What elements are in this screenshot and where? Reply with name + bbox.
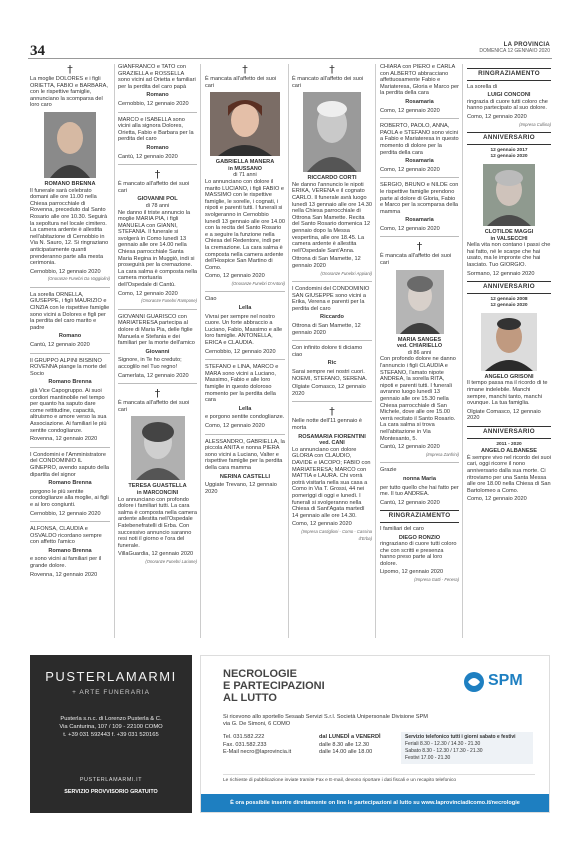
separator xyxy=(30,353,110,354)
ad-hours-days: dal LUNEDÌ a VENERDÌ xyxy=(319,734,381,740)
obituary-romano-brenna xyxy=(30,64,110,283)
separator xyxy=(205,359,285,360)
ad-note: Le richieste di pubblicazione inviate tramite Fax e E-mail, devono riportare i dati fiscali e un recapito telefonico xyxy=(223,774,535,783)
deceased-name: ANGELO GRISONI xyxy=(484,373,534,380)
condolence-notice xyxy=(30,292,110,349)
obituary-date: Como, 12 gennaio 2020 xyxy=(205,273,265,280)
condolence-date: Rovenna, 12 gennaio 2020 xyxy=(30,436,98,443)
funeral-home: (Onoranze Funebri D'Antoni) xyxy=(231,280,285,286)
funeral-home: (Onoranze Funebri Lariane) xyxy=(145,558,197,564)
obituary-intro: È mancato all'affetto dei suoi cari xyxy=(118,181,190,194)
cross-icon: † xyxy=(67,63,73,76)
ad-email[interactable]: E-Mail necro@laprovincia.it xyxy=(223,749,292,755)
condolence-date: Como, 12 gennaio 2020 xyxy=(205,422,265,429)
ad-title-line2: E PARTECIPAZIONI xyxy=(223,680,325,692)
obituary-date: Como, 12 gennaio 2020 xyxy=(118,290,178,297)
separator xyxy=(30,521,110,522)
obituary-intro: Nelle notte dell'11 gennaio è morta xyxy=(292,418,363,431)
funeral-home: (Impresa Castiglioni - Como - Cassina d'Erba) xyxy=(301,528,372,541)
condolence-text: Ciao xyxy=(205,296,217,303)
obituary-intro: È mancata all'affetto dei suoi cari xyxy=(380,253,452,267)
funeral-details: Ne danno l'annuncio le nipoti ERIKA, VERENA e il cognato CARLO. Il funerale avrà luogo lunedì 13 gennaio alle ore 14.30 nella Chiesa parrocchiale di Ottrona San Mamette. Recita del Santo Rosario domenica 12 gennaio dopo la Messa vespertina, alle ore 18.45. La camera ardente è allestita nell'Ospedale Sant'Anna. xyxy=(292,181,372,254)
condolence-name: nonna Maria xyxy=(403,475,436,482)
condolence-name: Lella xyxy=(238,305,252,312)
ad-hours-saturday: Sabato 8.30 - 12.30 / 17.30 - 21.30 xyxy=(405,748,483,754)
section-heading: RINGRAZIAMENTO xyxy=(467,68,551,81)
funeral-home: (Onoranze Funebri Rampone) xyxy=(141,298,197,304)
portrait-photo xyxy=(481,313,537,371)
condolence-body: e sono vicini ai familiari per il grande dolore. xyxy=(30,556,102,570)
separator xyxy=(380,118,459,119)
thanks-notice xyxy=(380,510,459,583)
funeral-home: (Impresa Zanfrini) xyxy=(425,451,459,457)
separator xyxy=(30,447,110,448)
cross-icon: † xyxy=(416,240,423,254)
condolence-text: GIOVANNI GUARISCO con MARIATERESA partecipa al dolore di Maria Pia, delle figlie Manuela e Stefania e dei familiari per la morte dell'amico xyxy=(118,313,195,347)
condolence-text: Il GRUPPO ALPINI BISBINO ROVENNA piange la morte del Socio xyxy=(30,357,107,377)
separator xyxy=(118,309,197,310)
thanks-date: Lipomo, 12 gennaio 2020 xyxy=(380,569,444,576)
anniversary-date: Olgiate Comasco, 12 gennaio 2020 xyxy=(467,408,541,422)
condolence-notice xyxy=(380,182,459,232)
condolence-text: I Condomini e l'Amministratore del CONDOMINIO IL GINEPRO, avendo saputo della dipartita del signor xyxy=(30,451,109,478)
anniversary-body: Nella vita non contano i passi che hai fatto, né le scarpe che hai usato, ma le impronte che hai lasciato. Tuo GIORGIO. xyxy=(467,242,551,268)
deceased-age: di 86 anni xyxy=(407,349,432,356)
ad-fax: Fax. 031.582.233 xyxy=(223,741,267,748)
obituary-maria-sanges xyxy=(380,241,459,458)
obituary-column-5 xyxy=(380,64,459,588)
ad-title-line1: NECROLOGIE xyxy=(223,668,297,680)
ad-phone: t. +39 031 592443 f. +39 031 520165 xyxy=(63,732,159,738)
deceased-name: GIOVANNI POL xyxy=(137,196,178,203)
funeral-details: Ne danno il triste annuncio la moglie MARIA PIA, i figli MANUELA con GIANNI, STEFANIA. Il funerale si svolgerà in Como lunedì 13 gennaio alle ore 14.00 nella Chiesa parrocchiale Santa Maria Regina in Muggiò, indi si proseguirà per la cremazione. La cara salma è composta nella camera mortuaria dell'Ospedale di Cantù. xyxy=(118,209,197,289)
condolence-name: Romano Brenna xyxy=(48,547,92,554)
section-heading: ANNIVERSARIO xyxy=(467,281,551,294)
anniversary-body: Il tempo passa ma il ricordo di te rimane indelebile. Manchi sempre, manchi tanto, manchi ovunque. La tua famiglia. xyxy=(467,380,548,407)
deceased-married-name: ved. CANI xyxy=(319,440,345,447)
anniversary-clotilde-maggi xyxy=(467,132,551,277)
condolence-name: Rosamaria xyxy=(405,98,434,105)
condolence-name: Ric xyxy=(327,360,337,367)
obituary-date: Como, 12 gennaio 2020 xyxy=(292,521,352,528)
condolence-date: Cernobbio, 12 gennaio 2020 xyxy=(30,510,101,517)
condolence-text: MARCO e ISABELLA sono vicini alla signora Dolores, Orietta, Fabio e Barbara per la perdita del caro xyxy=(118,116,194,143)
deceased-name: MARIA SANGES xyxy=(397,336,442,343)
obituary-intro: È mancato all'affetto dei suoi cari xyxy=(292,76,364,89)
condolence-notice xyxy=(380,467,459,506)
spm-necrologie-ad[interactable] xyxy=(200,655,550,813)
condolence-date: Como, 12 gennaio 2020 xyxy=(380,107,440,114)
condolence-date: Rovenna, 12 gennaio 2020 xyxy=(30,571,98,578)
ad-office-address: via G. De Simoni, 6 COMO xyxy=(223,721,291,727)
portrait-photo xyxy=(396,270,444,334)
condolence-date: Cantù, 12 gennaio 2020 xyxy=(380,499,440,506)
funeral-details: Il funerale sarà celebrato domani alle ore 11.00 nella Chiesa parrocchiale di Rovenna, preceduto dal Santo Rosario alle ore 10.30. Seguirà la sepoltura nel locale cimitero. La camera ardente è allestita nell'abitazione di Cernobbio in Via N. Sauro, 12. Si ringraziano anticipatamente quanti prenderanno parte alla mesta cerimonia. xyxy=(30,187,109,267)
section-heading: ANNIVERSARIO xyxy=(467,426,551,439)
obituary-column-2 xyxy=(118,64,197,569)
condolence-date: Cernobbio, 12 gennaio 2020 xyxy=(205,348,276,355)
condolence-body: porgono le più sentite condoglianze alla moglie, ai figli e ai loro congiunti. xyxy=(30,488,109,508)
separator xyxy=(118,164,197,165)
condolence-date: Uggiate Trevano, 12 gennaio 2020 xyxy=(205,482,277,495)
funeral-home: (Impresa Gatti - Fenera) xyxy=(414,577,459,583)
portrait-photo xyxy=(131,416,185,480)
separator xyxy=(380,177,459,178)
obituary-giovanni-pol xyxy=(118,169,197,305)
condolence-date: Ottrona di San Mamette, 12 gennaio 2020 xyxy=(292,323,361,336)
condolence-date: Cantù, 12 gennaio 2020 xyxy=(30,342,90,349)
condolence-notice xyxy=(118,314,197,379)
funeral-details: Lo annunciano con profondo dolore i familiari tutti. La cara salma è composta nella camera ardente allestita nell'Ospedale Fatebenefratelli di Erba. Con successivo annuncio saranno resi noti il giorno e l'ora del funerale. xyxy=(118,496,197,549)
obituary-intro: È mancata all'affetto dei suoi cari xyxy=(118,400,190,413)
condolence-name: NERINA CASTELLI xyxy=(219,473,271,480)
condolence-body: Signore, in Te ho creduto; accoglilo nel Tuo regno! xyxy=(118,357,182,370)
condolence-notice xyxy=(205,364,285,429)
funeral-home: (Onoranze Funebri Da Vaggiolini) xyxy=(47,276,110,282)
separator xyxy=(205,291,285,292)
separator xyxy=(30,287,110,288)
newspaper-date: DOMENICA 12 GENNAIO 2020 xyxy=(479,48,550,54)
obituary-date: Cantù, 12 gennaio 2020 xyxy=(380,444,440,451)
separator xyxy=(118,112,197,113)
obituary-teresa-guastella xyxy=(118,388,197,565)
deceased-name: ROMANO BRENNA xyxy=(44,180,96,187)
condolence-date: Como, 12 gennaio 2020 xyxy=(380,166,440,173)
separator xyxy=(380,462,459,463)
ad-title-line3: AL LUTTO xyxy=(223,692,277,704)
ad-hours-afternoon: dalle 14.00 alle 18.00 xyxy=(319,749,373,755)
ad-website[interactable]: PUSTERLAMARMI.IT xyxy=(79,777,143,783)
funeral-home: (Impresa Cullina) xyxy=(519,121,551,127)
condolence-text: I Condomini del CONDOMINIO SAN GIUSEPPE sono vicini a Erika, Verena e parenti per la perdita del caro xyxy=(292,286,370,312)
obituary-intro: La moglie DOLORES e i figli ORIETTA, FABIO e BARBARA, con le rispettive famiglie, annunciano la scomparsa del loro caro xyxy=(30,76,108,109)
obituary-date: Ottrona di San Mamette, 12 gennaio 2020 xyxy=(292,256,361,269)
portrait-photo xyxy=(210,92,280,156)
deceased-name: DIEGO RONZIO xyxy=(398,534,441,541)
condolence-text: ALESSANDRO, GABRIELLA, la piccola ANITA e nonna PIERA sono vicini a Luciano, Valter e rispettive famiglie per la perdita della cara mamma xyxy=(205,438,285,471)
separator xyxy=(118,383,197,384)
cross-icon: † xyxy=(154,387,161,401)
thanks-notice xyxy=(467,68,551,128)
ad-brand: PUSTERLAMARMI xyxy=(45,669,177,684)
pusterla-marmi-ad[interactable] xyxy=(30,655,192,813)
condolence-notice xyxy=(292,286,372,336)
section-heading: ANNIVERSARIO xyxy=(467,132,551,145)
deceased-name: RICCARDO CORTI xyxy=(307,175,357,182)
condolence-name: Romano Brenna xyxy=(48,379,92,386)
page-number: 34 xyxy=(30,43,45,59)
spm-logo xyxy=(462,668,524,696)
header-rule xyxy=(28,58,552,59)
condolence-body: per tutto quello che hai fatto per me. Il tuo ANDREA. xyxy=(380,484,459,498)
portrait-photo xyxy=(303,92,361,172)
column-divider xyxy=(114,64,115,638)
thanks-body: ringrazia di cuore tutti coloro che hanno partecipato al suo dolore. xyxy=(467,98,548,112)
condolence-body: Sarai sempre nei nostri cuori. NOEMI, STEFANO, SERENA. xyxy=(292,369,368,382)
obituary-column-3 xyxy=(205,64,285,499)
condolence-date: Camerlata, 12 gennaio 2020 xyxy=(118,372,189,379)
condolence-name: Romano xyxy=(146,144,169,151)
obituary-date: Cernobbio, 12 gennaio 2020 xyxy=(30,268,101,275)
thanks-text: I familiari del caro xyxy=(380,525,424,532)
condolence-text: Con infinito dolore ti diciamo ciao xyxy=(292,345,363,358)
ad-hours-morning: dalle 8.30 alle 12.30 xyxy=(319,741,370,748)
condolence-date: Cernobbio, 12 gennaio 2020 xyxy=(118,100,189,107)
condolence-name: Lella xyxy=(238,405,252,412)
obituary-column-6 xyxy=(467,64,551,507)
deceased-name: ROSAMARIA FIORENTINI xyxy=(298,433,366,440)
ad-online-banner[interactable]: È ora possibile inserire direttamente on line le partecipazioni al lutto su www.laprovinciadicomo.it/necrologie xyxy=(201,794,549,812)
anniversary-body: È sempre vivo nel ricordo dei suoi cari, oggi ricorre il nono anniversario dalla sua morte. Ci ritroviamo per una Santa Messa alle ore 18.00 nella Chiesa di San Bartolomeo a Como. xyxy=(467,454,551,494)
condolence-name: Riccardo xyxy=(320,314,344,321)
column-divider xyxy=(462,64,463,638)
separator xyxy=(292,340,372,341)
condolence-body: Vivrai per sempre nel nostro cuore. Un forte abbraccio a Luciano, Fabio, Massimo e alle loro famiglie. ANTONELLA, ERICA e CLAUDIA. xyxy=(205,313,283,347)
cross-icon: † xyxy=(329,405,335,419)
anniversary-date: Como, 12 gennaio 2020 xyxy=(467,496,527,503)
ad-company: Pusterla s.n.c. di Lorenzo Pusterla & C. xyxy=(60,716,162,722)
cross-icon: † xyxy=(154,168,161,182)
ad-hours-holiday: Festivi 17.00 - 21.30 xyxy=(405,755,451,761)
condolence-text: CHIARA con PIERO e CARLA con ALBERTO abbracciano affettuosamente Fabio e Mariateresa, Gloria e Marco per la perdita della cara xyxy=(380,64,459,97)
obituary-gabriella-manera xyxy=(205,64,285,287)
obituary-rosamaria-fiorentini xyxy=(292,406,372,542)
condolence-text: La sorella ORNELLA, GIUSEPPE, i figli MAURIZIO e CINZIA con le rispettive famiglie sono vicini a Dolores e figli per la perdita del caro marito e padre xyxy=(30,291,110,331)
anniversary-angelo-grisoni xyxy=(467,281,551,422)
thanks-text: La sorella di xyxy=(467,83,498,90)
obituary-intro: È mancata all'affetto dei suoi cari xyxy=(205,76,277,89)
condolence-notice xyxy=(30,452,110,517)
portrait-photo xyxy=(483,164,535,226)
deceased-married-name: in MUSSANO xyxy=(228,165,262,172)
condolence-name: Giovanni xyxy=(145,348,170,355)
condolence-body: e porgono sentite condoglianze. xyxy=(205,414,285,421)
anniversary-angelo-albanese xyxy=(467,426,551,503)
column-divider xyxy=(375,64,376,638)
condolence-notice xyxy=(292,345,372,397)
condolence-date: Cantù, 12 gennaio 2020 xyxy=(118,153,178,160)
obituary-riccardo-corti xyxy=(292,64,372,277)
condolence-notice xyxy=(205,296,285,355)
separator xyxy=(205,434,285,435)
ad-address: Via Canturina, 107 / 109 - 22100 COMO xyxy=(59,724,163,730)
separator xyxy=(292,281,372,282)
funeral-home: (Onoranze Funebri Appiani) xyxy=(320,270,372,276)
condolence-notice xyxy=(380,64,459,114)
cross-icon: † xyxy=(242,63,248,76)
obituary-date: VillaGuardia, 12 gennaio 2020 xyxy=(118,551,194,558)
newspaper-title: LA PROVINCIA xyxy=(503,42,550,48)
condolence-text: ALFONSA, CLAUDIA e OSVALDO ricordano sempre con affetto l'amico xyxy=(30,526,102,546)
anniversary-dates: 12 gennaio 2008 12 gennaio 2020 xyxy=(490,296,528,309)
deceased-name: LUIGI CONCONI xyxy=(487,92,531,99)
portrait-photo xyxy=(44,112,96,178)
condolence-text: Grazie xyxy=(380,467,397,474)
deceased-married-name: in MARCONCINI xyxy=(136,489,179,496)
column-divider xyxy=(288,64,289,638)
deceased-married-name: ved. CHIARIELLO xyxy=(396,343,443,350)
condolence-name: Romano xyxy=(58,333,82,340)
column-divider xyxy=(200,64,201,638)
obituary-column-4 xyxy=(292,64,372,546)
condolence-notice xyxy=(205,439,285,496)
ad-hours-weekday: Feriali 8.30 - 12.30 / 14.30 - 21.30 xyxy=(405,741,481,747)
funeral-details: Con profondo dolore ne danno l'annuncio i figli CLAUDIA e STEFANO, l'amato nipote ANDREA, la sorella RITA, nipoti e parenti tutti. I funerali avranno luogo lunedì 13 gennaio alle ore 15.30 nella Chiesa parrocchiale di San Michele, dove alle ore 15.00 verrà recitato il Santo Rosario. La cara salma si trova nell'abitazione in Via Montesanto, 5. xyxy=(380,356,456,442)
condolence-text: ROBERTO, PAOLO, ANNA, PAOLA e STEFANO sono vicini a Fabio e Mariateresa in questo momento di dolore per la perdita della cara xyxy=(380,123,459,156)
condolence-notice xyxy=(118,117,197,161)
condolence-date: Olgiate Comasco, 12 gennaio 2020 xyxy=(292,384,366,397)
condolence-notice xyxy=(118,64,197,108)
deceased-name: CLOTILDE MAGGI xyxy=(484,228,534,235)
condolence-name: Romano xyxy=(146,92,169,99)
ad-service: SERVIZIO PROVVISORIO GRATUITO xyxy=(64,789,158,795)
ad-phone-service: Servizio telefonico tutti i giorni sabato e festivi xyxy=(405,734,516,740)
cross-icon: † xyxy=(329,63,335,76)
funeral-details: Lo annunciano con dolore GLORIA con CLAUDIO, DAVIDE e IACOPO; FABIO con MARIATERESA; MARCO con MATTIA e LAURA. Chi vorrà potrà visitarla nella sua casa a Como in Via T. Grossi, 44 nei pomeriggi di oggi e lunedì. I funerali si svolgeranno nella Chiesa di Sant'Agata martedì 14 gennaio alle ore 14.30. xyxy=(292,446,371,519)
condolence-name: Rosamaria xyxy=(405,217,434,224)
condolence-body: già Vice Capogruppo. Ai suoi cordiori mantinobile nel tempo per quanto ha saputo dare come rettitudine, capacità, altruismo e amore verso la sua Associazione. Ai familiari le più sentite condoglianze. xyxy=(30,388,107,434)
deceased-name: ANGELO ALBANESE xyxy=(480,448,538,455)
condolence-text: GIANFRANCO e TATO con GRAZIELLA e ROSSELLA sono vicini ad Orietta e familiari per la perdita del caro papà xyxy=(118,64,196,90)
deceased-name: GABRIELLA MANERA xyxy=(215,159,275,166)
condolence-text: STEFANO e LINA, MARCO e MARA sono vicini a Luciano, Massimo, Fabio e alle loro famiglie in questo doloroso momento per la perdita della cara xyxy=(205,364,279,404)
newspaper-masthead xyxy=(479,42,550,54)
page-header xyxy=(0,0,580,60)
funeral-details: Lo annunciano con dolore il marito LUCIANO, i figli FABIO e MASSIMO con le rispettive famiglie, le sorelle, i cognati, i nipoti e parenti tutti. I funerali si svolgeranno in Cernobbio lunedì 13 gennaio alle ore 14.00 con la recita del Santo Rosario e a seguire la funzione nella Chiesa del Redentore, indi per la cremazione. La cara salma è composta nella camera ardente dell'Hospice San Martino di Como. xyxy=(205,178,285,271)
ad-intro: Si ricevono allo sportello Sesaab Servizi S.r.l. Società Unipersonale Divisione SPM xyxy=(223,714,428,720)
obituary-column-1 xyxy=(30,64,110,582)
anniversary-date: Sormano, 12 gennaio 2020 xyxy=(467,270,535,277)
condolence-name: Rosamaria xyxy=(405,158,434,165)
spm-logo-text: SPM xyxy=(488,672,523,689)
condolence-text: SERGIO, BRUNO e NILDE con le rispettive famiglie prendono parte al dolore di Gloria, Fabio e Marco per la scomparsa della mamma xyxy=(380,182,459,215)
condolence-notice xyxy=(30,358,110,443)
deceased-name: TERESA GUASTELLA xyxy=(128,483,187,490)
section-heading: RINGRAZIAMENTO xyxy=(380,510,459,523)
thanks-date: Como, 12 gennaio 2020 xyxy=(467,113,527,120)
condolence-notice xyxy=(30,526,110,578)
ad-tagline: + ARTE FUNERARIA xyxy=(72,689,150,696)
separator xyxy=(380,236,459,237)
thanks-body: ringraziano di cuore tutti coloro che con scritti e presenza hanno preso parte al loro dolore. xyxy=(380,541,457,567)
condolence-name: Romano Brenna xyxy=(48,480,92,487)
ad-tel: Tel. 031.582.222 xyxy=(223,734,265,740)
condolence-date: Como, 12 gennaio 2020 xyxy=(380,225,440,232)
separator xyxy=(292,401,372,402)
condolence-notice xyxy=(380,123,459,173)
deceased-age: di 71 anni xyxy=(233,172,257,179)
deceased-married-name: in VALSECCHI xyxy=(490,235,528,242)
deceased-age: di 78 anni xyxy=(145,202,170,209)
anniversary-dates: 12 gennaio 2017 12 gennaio 2020 xyxy=(490,147,528,160)
anniversary-dates: 2011 - 2020 xyxy=(496,441,522,447)
